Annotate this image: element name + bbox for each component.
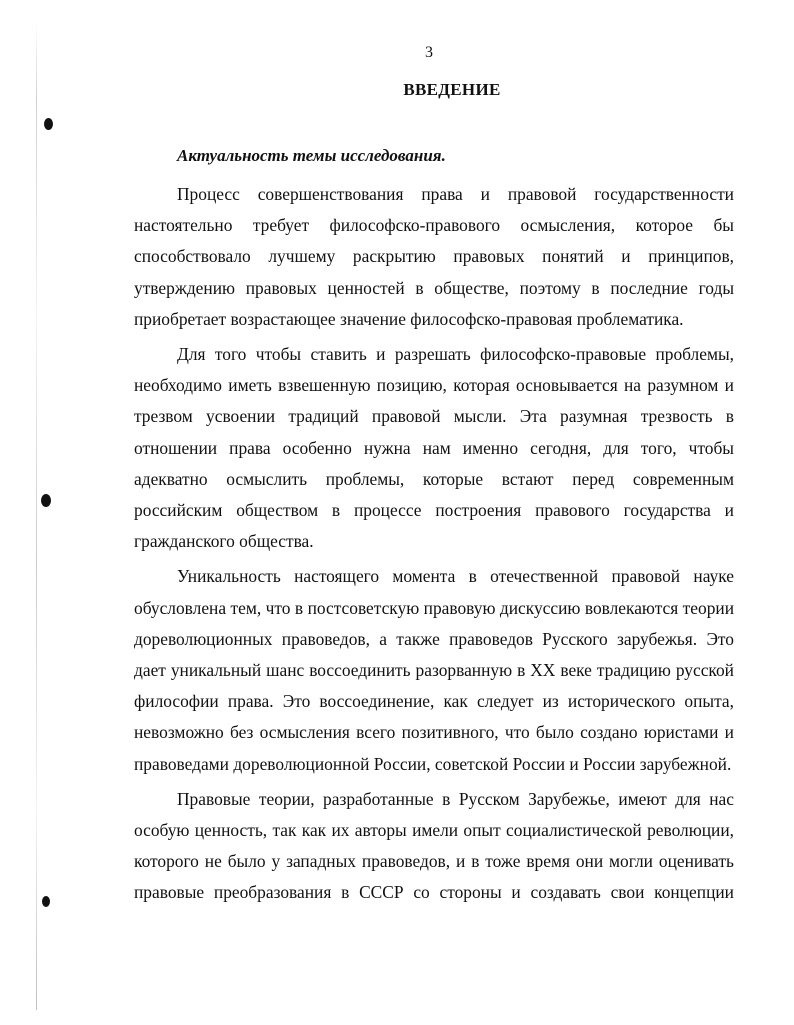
binding-hole-mark-middle [41,494,51,507]
paragraph: Процесс совершенствования права и правовой государственности настоятельно требует философско-правового осмысления, которое бы способствовало лучшему раскрытию правовых понятий и принципов, утверждению правовых ценностей в обществе, поэтому в последние годы приобретает возрастающее значение философско-правовая проблематика. [134,184,734,329]
paragraph: Правовые теории, разработанные в Русском Зарубежье, имеют для нас особую ценность, так как их авторы имели опыт социалистической революции, которого не было у западных правоведов, и в тоже время они могли оценивать правовые преобразования в СССР со стороны и создавать свои концепции [134,788,734,903]
binding-hole-mark-top [44,118,53,130]
subsection-heading: Актуальность темы исследования. [177,146,446,165]
paragraph: Уникальность настоящего момента в отечественной правовой науке обусловлена тем, что в постсоветскую правовую дискуссию вовлекаются теории дореволюционных правоведов, а также правоведов Русского зарубежья. Это дает уникальный шанс воссоединить разорванную в XX веке традицию русской философии права. Это воссоединение, как следует из исторического опыта, невозможно без осмысления всего позитивного, что было создано юристами и правоведами дореволюционной России, советской России и России зарубежной. [134,566,734,774]
paragraph: Для того чтобы ставить и разрешать философско-правовые проблемы, необходимо иметь взвешенную позицию, которая основывается на разумном и трезвом усвоении традиций правовой мысли. Эта разумная трезвость в отношении права особенно нужна нам именно сегодня, для того, чтобы адекватно осмыслить проблемы, которые встают перед современным российским обществом в процессе построения правового государства и гражданского общества. [134,344,734,552]
body-text [134,179,734,913]
page-number: 3 [425,44,433,61]
binding-hole-mark-bottom [42,896,50,907]
section-heading: ВВЕДЕНИЕ [403,80,501,99]
scan-edge-shadow [36,20,37,1010]
